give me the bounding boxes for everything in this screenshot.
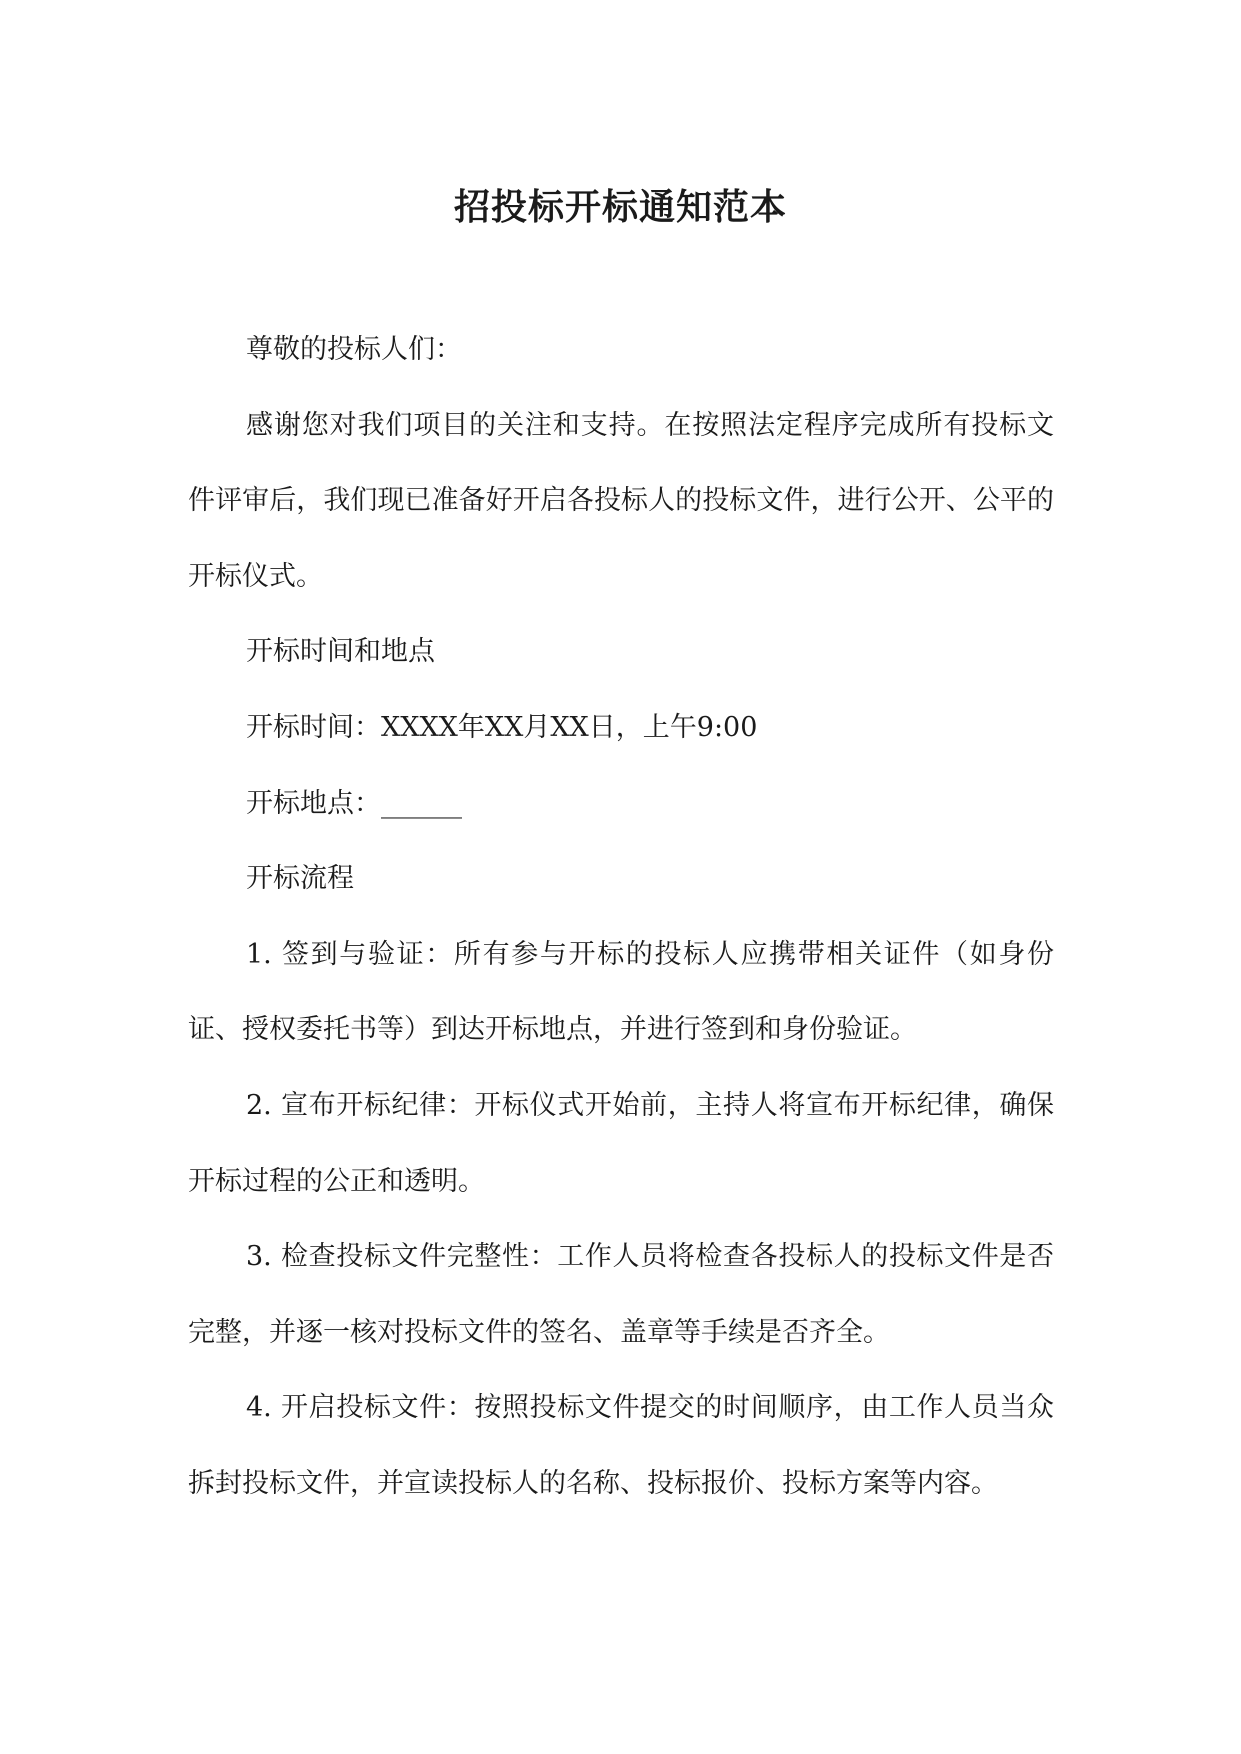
process-step-2: 2. 宣布开标纪律：开标仪式开始前，主持人将宣布开标纪律，确保开标过程的公正和透明。: [188, 1089, 1054, 1197]
section-heading-time-place: 开标时间和地点: [246, 636, 435, 668]
document-body: [188, 312, 1054, 1522]
salutation: 尊敬的投标人们：: [246, 334, 462, 365]
opening-place: 开标地点：______: [246, 787, 462, 819]
intro-paragraph: 感谢您对我们项目的关注和支持。在按照法定程序完成所有投标文件评审后，我们现已准备好开启各投标人的投标文件，进行公开、公平的开标仪式。: [188, 409, 1054, 592]
process-step-3: 3. 检查投标文件完整性：工作人员将检查各投标人的投标文件是否完整，并逐一核对投标文件的签名、盖章等手续是否齐全。: [188, 1241, 1054, 1348]
document-title: 招投标开标通知范本: [453, 186, 787, 228]
process-step-1: 1. 签到与验证：所有参与开标的投标人应携带相关证件（如身份证、授权委托书等）到达开标地点，并进行签到和身份验证。: [188, 938, 1054, 1046]
opening-time: 开标时间：XXXX年XX月XX日，上午9:00: [246, 711, 758, 743]
section-heading-process: 开标流程: [246, 863, 354, 895]
process-step-4: 4. 开启投标文件：按照投标文件提交的时间顺序，由工作人员当众拆封投标文件，并宣读投标人的名称、投标报价、投标方案等内容。: [188, 1392, 1054, 1499]
